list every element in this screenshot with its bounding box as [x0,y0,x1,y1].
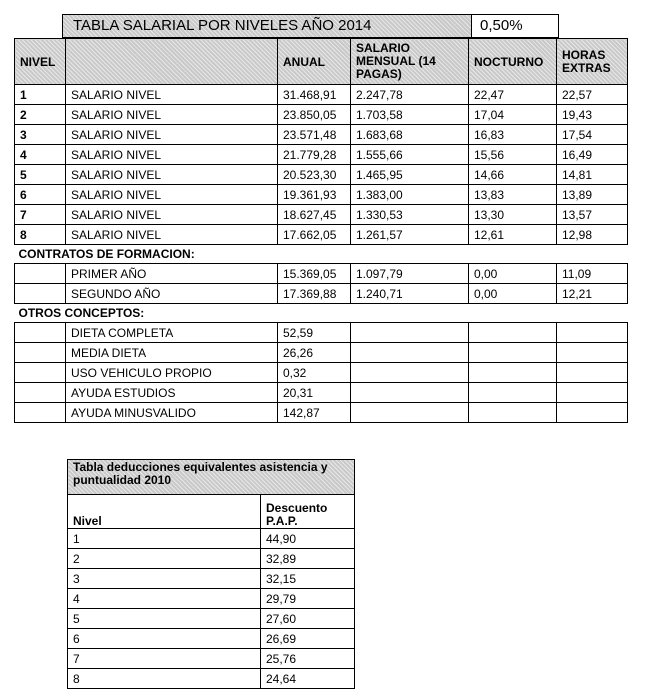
level-anual: 23.571,48 [278,125,351,145]
level-row [15,165,628,185]
level-horas-extras: 12,98 [557,225,628,245]
section-otros [15,304,628,323]
level-mensual: 1.465,95 [351,165,469,185]
level-concept: SALARIO NIVEL [66,185,278,205]
level-anual: 20.523,30 [278,165,351,185]
level-row [15,185,628,205]
level-row [15,225,628,245]
percentage-value: 0,50% [471,14,559,38]
deduction-descuento: 44,90 [261,529,355,549]
otros-concept: USO VEHICULO PROPIO [66,363,278,383]
level-number: 6 [15,185,66,205]
deduction-row [68,669,355,689]
otros-valor: 142,87 [278,403,351,423]
deduction-nivel: 6 [68,629,261,649]
otros-empty-mensual [351,363,469,383]
level-row [15,105,628,125]
header-horas-extras: HORAS EXTRAS [557,39,628,85]
contrato-concept: PRIMER AÑO [66,264,278,284]
deduction-nivel: 8 [68,669,261,689]
salary-table [14,38,628,423]
deduction-nivel: 2 [68,549,261,569]
deduction-descuento: 24,64 [261,669,355,689]
otros-blank [15,363,66,383]
otros-empty-horas [557,343,628,363]
level-concept: SALARIO NIVEL [66,85,278,105]
deduction-nivel: 5 [68,609,261,629]
level-nocturno: 13,83 [469,185,557,205]
contrato-horas-extras: 12,21 [557,284,628,304]
deduction-descuento: 27,60 [261,609,355,629]
level-mensual: 1.555,66 [351,145,469,165]
otros-empty-mensual [351,403,469,423]
otros-empty-nocturno [469,323,557,343]
deduction-descuento: 32,89 [261,549,355,569]
level-horas-extras: 14,81 [557,165,628,185]
otros-valor: 20,31 [278,383,351,403]
deduction-row [68,529,355,549]
contrato-anual: 15.369,05 [278,264,351,284]
level-horas-extras: 13,57 [557,205,628,225]
otros-empty-horas [557,383,628,403]
level-nocturno: 22,47 [469,85,557,105]
page-title: TABLA SALARIAL POR NIVELES AÑO 2014 [62,14,472,38]
level-number: 3 [15,125,66,145]
otros-empty-horas [557,323,628,343]
contrato-anual: 17.369,88 [278,284,351,304]
level-mensual: 1.330,53 [351,205,469,225]
level-horas-extras: 22,57 [557,85,628,105]
deductions-table [67,459,355,689]
level-mensual: 1.703,58 [351,105,469,125]
level-concept: SALARIO NIVEL [66,165,278,185]
level-anual: 23.850,05 [278,105,351,125]
otros-empty-nocturno [469,403,557,423]
level-mensual: 1.683,68 [351,125,469,145]
contrato-nocturno: 0,00 [469,264,557,284]
contrato-nocturno: 0,00 [469,284,557,304]
level-mensual: 1.261,57 [351,225,469,245]
level-number: 8 [15,225,66,245]
level-concept: SALARIO NIVEL [66,145,278,165]
contrato-horas-extras: 11,09 [557,264,628,284]
otros-blank [15,343,66,363]
otros-blank [15,383,66,403]
contrato-row [15,264,628,284]
level-horas-extras: 16,49 [557,145,628,165]
level-number: 5 [15,165,66,185]
deduction-nivel: 7 [68,649,261,669]
level-anual: 17.662,05 [278,225,351,245]
contrato-blank [15,284,66,304]
deduction-nivel: 1 [68,529,261,549]
otros-empty-nocturno [469,363,557,383]
level-row [15,145,628,165]
deductions-title-row [68,460,355,495]
otros-empty-nocturno [469,383,557,403]
level-nocturno: 15,56 [469,145,557,165]
otros-row [15,323,628,343]
salary-table-header [15,39,628,85]
level-nocturno: 12,61 [469,225,557,245]
level-concept: SALARIO NIVEL [66,205,278,225]
otros-blank [15,323,66,343]
level-concept: SALARIO NIVEL [66,105,278,125]
otros-valor: 52,59 [278,323,351,343]
deduction-row [68,549,355,569]
level-nocturno: 17,04 [469,105,557,125]
otros-empty-horas [557,363,628,383]
level-number: 1 [15,85,66,105]
deduction-descuento: 32,15 [261,569,355,589]
otros-empty-mensual [351,383,469,403]
deduction-row [68,569,355,589]
deduction-descuento: 25,76 [261,649,355,669]
otros-empty-mensual [351,343,469,363]
otros-empty-nocturno [469,343,557,363]
level-anual: 31.468,91 [278,85,351,105]
deduction-row [68,589,355,609]
otros-empty-mensual [351,323,469,343]
level-horas-extras: 13,89 [557,185,628,205]
level-anual: 18.627,45 [278,205,351,225]
contrato-mensual: 1.097,79 [351,264,469,284]
level-anual: 21.779,28 [278,145,351,165]
level-row [15,125,628,145]
deductions-header-nivel: Nivel [68,495,261,529]
otros-row [15,403,628,423]
otros-concept: AYUDA ESTUDIOS [66,383,278,403]
contrato-mensual: 1.240,71 [351,284,469,304]
level-row [15,85,628,105]
deduction-nivel: 4 [68,589,261,609]
otros-valor: 0,32 [278,363,351,383]
section-otros-label: OTROS CONCEPTOS: [15,304,628,323]
level-number: 2 [15,105,66,125]
title-row [62,14,559,38]
level-horas-extras: 19,43 [557,105,628,125]
deduction-descuento: 26,69 [261,629,355,649]
deductions-title: Tabla deducciones equivalentes asistencia y puntualidad 2010 [68,460,355,495]
otros-concept: MEDIA DIETA [66,343,278,363]
level-number: 7 [15,205,66,225]
level-nocturno: 13,30 [469,205,557,225]
level-concept: SALARIO NIVEL [66,225,278,245]
header-nocturno: NOCTURNO [469,39,557,85]
level-number: 4 [15,145,66,165]
otros-concept: DIETA COMPLETA [66,323,278,343]
deduction-row [68,649,355,669]
level-row [15,205,628,225]
level-nocturno: 16,83 [469,125,557,145]
level-anual: 19.361,93 [278,185,351,205]
otros-empty-horas [557,403,628,423]
contrato-row [15,284,628,304]
level-horas-extras: 17,54 [557,125,628,145]
deduction-descuento: 29,79 [261,589,355,609]
level-mensual: 1.383,00 [351,185,469,205]
deduction-row [68,609,355,629]
otros-row [15,343,628,363]
section-contratos [15,245,628,264]
contrato-blank [15,264,66,284]
level-concept: SALARIO NIVEL [66,125,278,145]
deduction-nivel: 3 [68,569,261,589]
level-mensual: 2.247,78 [351,85,469,105]
section-contratos-label: CONTRATOS DE FORMACION: [15,245,628,264]
deduction-row [68,629,355,649]
otros-row [15,363,628,383]
header-concepto [66,39,278,85]
header-anual: ANUAL [278,39,351,85]
otros-concept: AYUDA MINUSVALIDO [66,403,278,423]
header-mensual: SALARIO MENSUAL (14 PAGAS) [351,39,469,85]
level-nocturno: 14,66 [469,165,557,185]
deductions-header [68,495,355,529]
otros-row [15,383,628,403]
deductions-header-descuento: Descuento P.A.P. [261,495,355,529]
otros-blank [15,403,66,423]
contrato-concept: SEGUNDO AÑO [66,284,278,304]
otros-valor: 26,26 [278,343,351,363]
header-nivel: NIVEL [15,39,66,85]
